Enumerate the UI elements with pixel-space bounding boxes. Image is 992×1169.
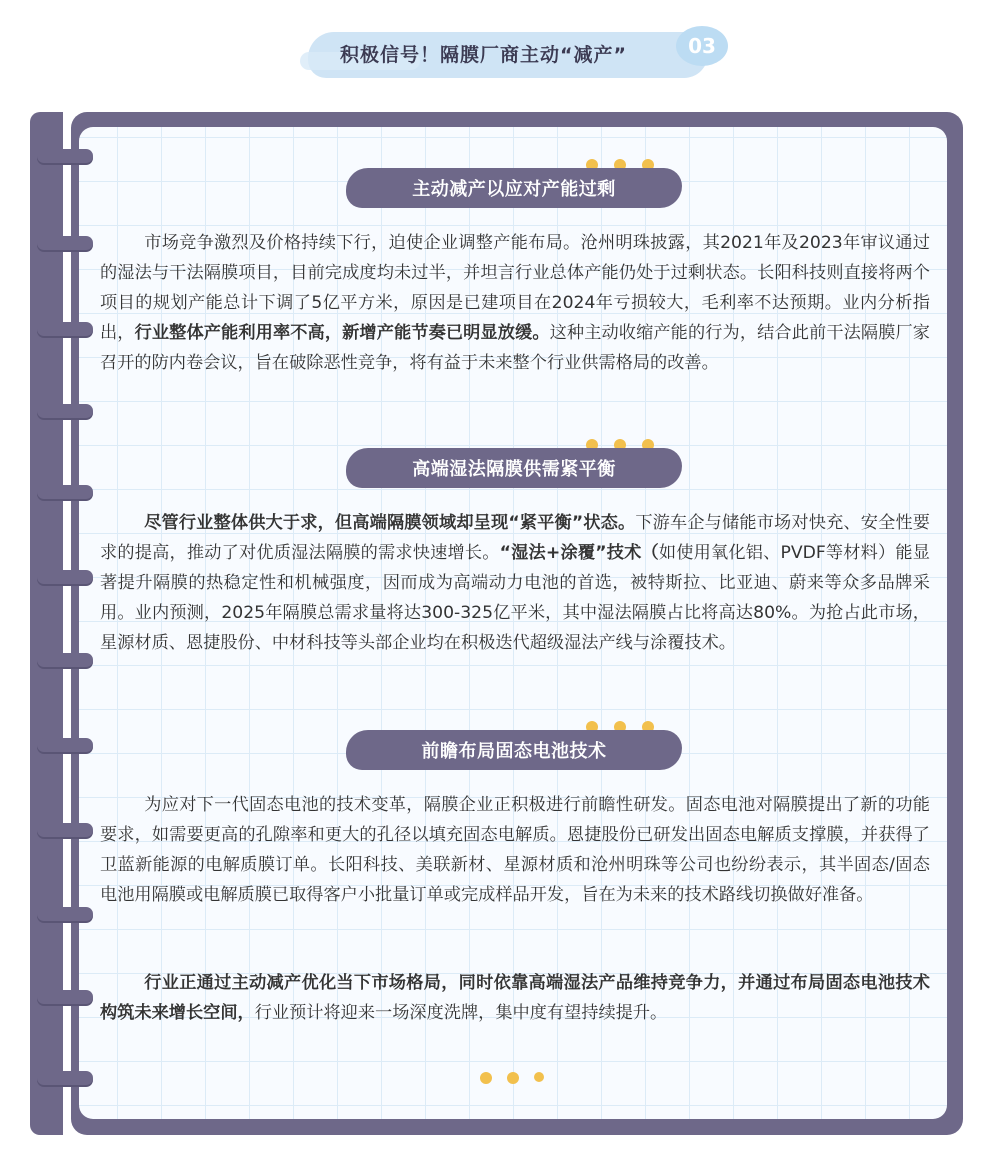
body-text: 下游车企与储能市场对快充、安全性要求的提高，推动了对优质湿法隔膜的需求快速增长。 — [100, 513, 930, 563]
section-number-badge: 03 — [676, 26, 728, 66]
section-heading-2 — [346, 436, 682, 488]
body-text: 市场竞争激烈及价格持续下行，迫使企业调整产能布局。沧州明珠披露，其2021年及2023年审议通过的湿法与干法隔膜项目，目前完成度均未过半，并坦言行业总体产能仍处于过剩状态。长阳科技则直接将两个项目的规划产能总计下调了5亿平方米，原因是已建项目在2024年亏损较大，毛利率不达预期。业内分析指出， — [100, 233, 930, 343]
footer-dots — [480, 1072, 560, 1086]
binder-ring-icon — [37, 907, 93, 921]
binder-ring-icon — [37, 823, 93, 837]
binder-ring-icon — [37, 990, 93, 1004]
dot-icon — [534, 1072, 544, 1082]
dot-icon — [480, 1072, 492, 1084]
binder-ring-icon — [37, 570, 93, 584]
bold-text: 行业正通过主动减产优化当下市场格局，同时依靠高端湿法产品维持竞争力，并通过布局固态电池技术构筑未来增长空间， — [100, 973, 930, 1023]
binder-ring-icon — [37, 1071, 93, 1085]
binder-ring-icon — [37, 149, 93, 163]
binder-ring-icon — [37, 322, 93, 336]
binder-ring-icon — [37, 653, 93, 667]
body-text: 这种主动收缩产能的行为，结合此前干法隔膜厂家召开的防内卷会议，旨在破除恶性竞争，将有益于未来整个行业供需格局的改善。 — [100, 323, 930, 373]
binder-ring-icon — [37, 404, 93, 418]
notebook-spine — [30, 112, 63, 1135]
bold-text: 行业整体产能利用率不高，新增产能节奏已明显放缓。 — [134, 323, 550, 343]
dot-icon — [507, 1072, 519, 1084]
section-heading-1 — [346, 156, 682, 208]
section-2-paragraph — [100, 508, 930, 658]
body-text: 行业预计将迎来一场深度洗牌，集中度有望持续提升。 — [254, 1003, 668, 1023]
section-heading-label: 主动减产以应对产能过剩 — [346, 168, 682, 208]
section-1-paragraph — [100, 228, 930, 378]
body-text: 如使用氧化铝、PVDF等材料）能显著提升隔膜的热稳定性和机械强度，因而成为高端动力电池的首选，被特斯拉、比亚迪、蔚来等众多品牌采用。业内预测，2025年隔膜总需求量将达300-325亿平米，其中湿法隔膜占比将高达80%。为抢占此市场，星源材质、恩捷股份、中材科技等头部企业均在积极迭代超级湿法产线与涂覆技术。 — [100, 543, 930, 653]
page-title: 积极信号！隔膜厂商主动“减产” — [340, 44, 627, 66]
binder-ring-icon — [37, 485, 93, 499]
binder-ring-icon — [37, 738, 93, 752]
section-heading-3 — [346, 718, 682, 770]
bold-text: 尽管行业整体供大于求，但高端隔膜领域却呈现“紧平衡”状态。 — [144, 513, 636, 533]
conclusion-paragraph — [100, 968, 930, 1028]
section-heading-label: 高端湿法隔膜供需紧平衡 — [346, 448, 682, 488]
section-3-paragraph — [100, 790, 930, 910]
section-heading-label: 前瞻布局固态电池技术 — [346, 730, 682, 770]
body-text: 为应对下一代固态电池的技术变革，隔膜企业正积极进行前瞻性研发。固态电池对隔膜提出了新的功能要求，如需要更高的孔隙率和更大的孔径以填充固态电解质。恩捷股份已研发出固态电解质支撑膜，并获得了卫蓝新能源的电解质膜订单。长阳科技、美联新材、星源材质和沧州明珠等公司也纷纷表示，其半固态/固态电池用隔膜或电解质膜已取得客户小批量订单或完成样品开发，旨在为未来的技术路线切换做好准备。 — [100, 795, 930, 905]
bold-text: “湿法+涂覆”技术（ — [499, 543, 659, 563]
page-title-banner — [300, 22, 740, 86]
binder-ring-icon — [37, 236, 93, 250]
